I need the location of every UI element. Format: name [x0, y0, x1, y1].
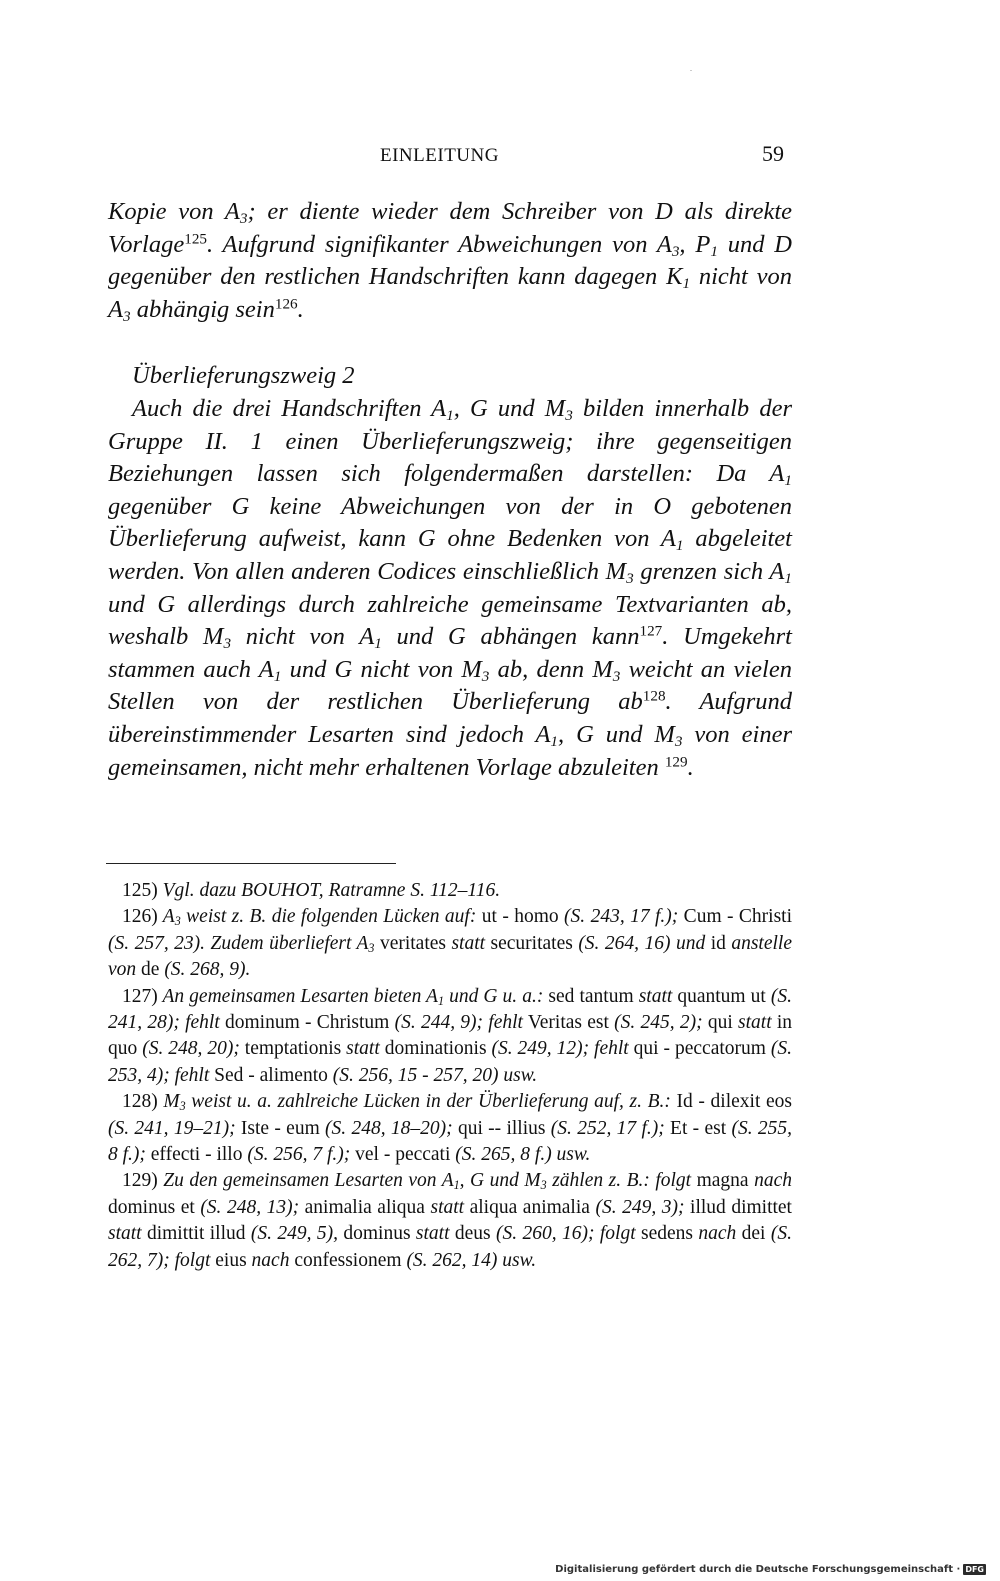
footnote-129: 129) Zu den gemeinsamen Lesarten von $A_1$, G und $M_3$ zählen z. B.: folgt magna nach dominus et (S. 248, 13); animalia aliqua statt aliqua animalia (S. 249, 3); illud dimittet statt dimittit illud (S. 249, 5), dominus statt deus (S. 260, 16); folgt sedens nach dei (S. 262, 7); folgt eius nach confessionem (S. 262, 14) usw.	[108, 1170, 792, 1271]
paragraph-1: Kopie von $A_3$; er diente wieder dem Schreiber von D als direkte Vorlage$^{125}$. Aufgrund signifikanter Abweichungen von $A_3$, $P_1$ und D gegenüber den restlichen Handschriften kann dagegen $K_1$ nicht von $A_3$ abhängig sein$^{126}$.	[108, 198, 793, 325]
page-header	[0, 141, 1000, 175]
section-heading: Überlieferungszweig 2	[132, 362, 355, 390]
page-number: 59	[762, 141, 784, 166]
digitization-credit	[555, 1564, 986, 1575]
main-text	[108, 196, 792, 784]
footnote-127: 127) An gemeinsamen Lesarten bieten $A_1$ und G u. a.: sed tantum statt quantum ut (S. 241, 28); fehlt dominum - Christum (S. 244, 9); fehlt Veritas est (S. 245, 2); qui statt in quo (S. 248, 20); temptationis statt dominationis (S. 249, 12); fehlt qui - peccatorum (S. 253, 4); fehlt Sed - alimento (S. 256, 15 - 257, 20) usw.	[108, 985, 793, 1086]
footnotes	[108, 878, 792, 1274]
footnote-ref-128[interactable]: 128	[642, 687, 666, 705]
running-head: EINLEITUNG	[380, 145, 499, 166]
scan-mark	[690, 70, 692, 71]
footnote-125: 125) Vgl. dazu BOUHOT, Ratramne S. 112–116.	[122, 880, 501, 901]
footnote-ref-126[interactable]: 126	[274, 295, 298, 313]
paragraph-2: Auch die drei Handschriften $A_1$, G und $M_3$ bilden innerhalb der Gruppe II. 1 einen Überlieferungszweig; ihre gegenseitigen Beziehungen lassen sich folgendermaßen darstellen: Da $A_1$ gegenüber G keine Abweichungen von der in O gebotenen Überlieferung aufweist, kann G ohne Bedenken von $A_1$ abgeleitet werden. Von allen anderen Codices einschließlich $M_3$ grenzen sich $A_1$ und G allerdings durch zahlreiche gemeinsame Textvarianten ab, weshalb $M_3$ nicht von $A_1$ und G abhängen kann$^{127}$. Umgekehrt stammen auch $A_1$ und G nicht von $M_3$ ab, denn $M_3$ weicht an vielen Stellen von der restlichen Überlieferung $ab^{128}$. Aufgrund übereinstimmender Lesarten sind jedoch $A_1$, G und $M_3$ von einer gemeinsamen, nicht mehr erhaltenen Vorlage abzuleiten $^{129}$.	[108, 394, 792, 781]
footnote-128: 128) $M_3$ weist u. a. zahlreiche Lücken in der Überlieferung auf, z. B.: Id - dilexit eos (S. 241, 19–21); Iste - eum (S. 248, 18–20); qui -- illius (S. 252, 17 f.); Et - est (S. 255, 8 f.); effecti - illo (S. 256, 7 f.); vel - peccati (S. 265, 8 f.) usw.	[108, 1091, 793, 1166]
footnote-ref-129[interactable]: 129	[664, 753, 688, 771]
credit-text: Digitalisierung gefördert durch die Deutsche Forschungsgemeinschaft ·	[555, 1564, 961, 1575]
footnote-126: 126) $A_3$ weist z. B. die folgenden Lücken auf: ut - homo (S. 243, 17 f.); Cum - Christi (S. 257, 23). Zudem überliefert $A_3$ veritates statt securitates (S. 264, 16) und id anstelle von de (S. 268, 9).	[108, 906, 792, 981]
footnote-divider	[106, 863, 396, 864]
footnote-ref-127[interactable]: 127	[639, 622, 663, 640]
dfg-logo-icon: DFG	[965, 1565, 984, 1574]
footnote-ref-125[interactable]: 125	[184, 230, 207, 248]
